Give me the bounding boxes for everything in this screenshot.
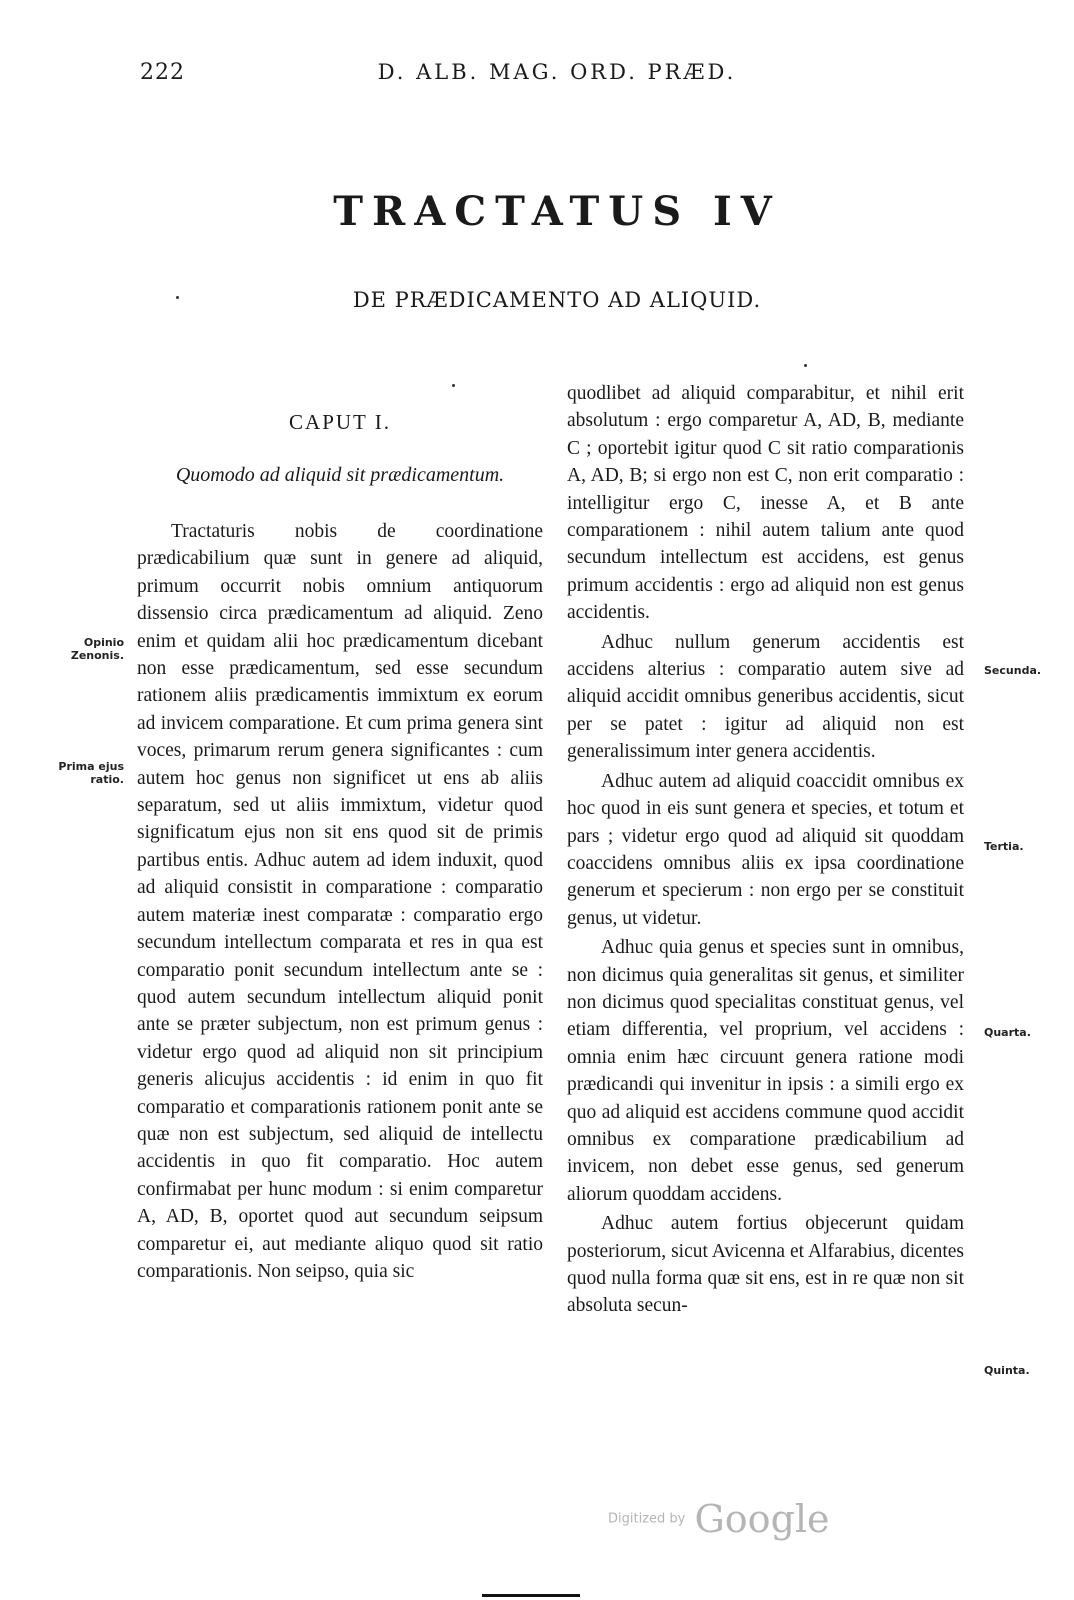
margin-note-secunda: Secunda. — [984, 664, 1042, 677]
bottom-rule — [482, 1594, 580, 1597]
stray-dot — [452, 384, 455, 387]
paragraph: Adhuc quia genus et species sunt in omnibus, non dicimus quia generalitas sit genus, et similiter non dicimus quod specialitas constituat genus, vel etiam differentia, vel proprium, vel accidens : omnia enim hæc circuunt genera ratione modi prædicandi qui invenitur in ipsis : a simili ergo ex quo ad aliquid est accidens commune quod accidit omnibus ex comparatione prædicabilium ad invicem, non debet esse genus, sed generum aliorum quoddam accidens. — [567, 937, 964, 1205]
stray-dot — [804, 364, 807, 367]
paragraph: Adhuc autem ad aliquid coaccidit omnibus ex hoc quod in eis sunt genera et species, et totum et pars ; videtur ergo quod ad aliquid sit quoddam coaccidens omnibus aliis ex ipsa coordinatione generum et specierum : non ergo per se constituit genus, ut videtur. — [567, 770, 964, 929]
margin-note-prima: Prima ejus ratio. — [58, 760, 124, 786]
chapter-heading: CAPUT I. — [289, 410, 391, 434]
paragraph: Tractaturis nobis de coordinatione prædicabilium quæ sunt in genere ad aliquid, primum occurrit nobis omnium antiquorum dissensio circa prædicamentum ad aliquid. Zeno enim et quidam alii hoc prædicamentum dicebant non esse prædicamentum, sed esse secundum rationem aliis prædicamentis immixtum ex eorum ad invicem comparatione. Et cum prima genera sint voces, primarum rerum genera significantes : cum autem hoc genus non significet ut ens ab aliis separatum, sed ut aliis immixtum, videtur quod significatum ejus non sit ens quod sit de primis partibus entis. Adhuc autem ad idem induxit, quod ad aliquid consistit in comparatione : comparatio autem materiæ inest comparatæ : comparatio ergo secundum intellectum comparata et res in qua est comparatio ponit secundum intellectum ante se : quod autem secundum intellectum aliquid ponit ante se præter subjectum, non est primum genus : videtur ergo quod ad aliquid non sit principium generis alicujus accidentis : id enim in quo fit comparatio et comparationis rationem ponit ante se quæ non est subjectum, sed aliquid de intellectu accidentis in quo fit comparatio. Hoc autem confirmabat per hunc modum : si enim comparetur A, AD, B, oportet quod aut secundum seipsum comparetur ei, aut mediante aliquo quod sit ratio comparationis. Non seipso, quia sic — [137, 521, 543, 1282]
margin-note-opinio: Opinio Zenonis. — [70, 636, 124, 662]
paragraph: Adhuc autem fortius objecerunt quidam posteriorum, sicut Avicenna et Alfarabius, dicentes quod nulla forma quæ sit ens, est in re quæ non sit absoluta secun- — [567, 1213, 964, 1317]
page-number: 222 — [140, 60, 185, 85]
tractatus-title: TRACTATUS IV — [333, 188, 781, 235]
digitized-by-google-logo — [608, 1497, 830, 1541]
margin-note-quinta: Quinta. — [984, 1364, 1030, 1377]
margin-note-quarta: Quarta. — [984, 1026, 1031, 1039]
tractatus-subtitle: DE PRÆDICAMENTO AD ALIQUID. — [352, 288, 762, 312]
margin-note-tertia: Tertia. — [984, 840, 1024, 853]
chapter-subheading: Quomodo ad aliquid sit prædicamentum. — [175, 464, 505, 486]
right-column — [567, 380, 964, 1320]
paragraph: quodlibet ad aliquid comparabitur, et nihil erit absolutum : ergo comparetur A, AD, B, mediante C ; oportebit igitur quod C sit ratio comparationis A, AD, B; si ergo non est C, non erit comparatio : intelligitur ergo C, inesse A, et B ante comparationem : nihil autem talium ante quod secundum intellectum est accidens, est genus primum accidentis : ergo ad aliquid non est genus accidentis. — [567, 383, 964, 624]
running-head: D. ALB. MAG. ORD. PRÆD. — [377, 60, 737, 84]
google-wordmark: Google — [694, 1497, 830, 1541]
left-column — [137, 518, 543, 1285]
digitized-label: Digitized by — [608, 1511, 686, 1527]
paragraph: Adhuc nullum generum accidentis est accidens alterius : comparatio autem sive ad aliquid accidit omnibus generibus accidentis, sicut per se patet : igitur ad aliquid non est generalissimum inter genera accidentis. — [567, 631, 964, 763]
